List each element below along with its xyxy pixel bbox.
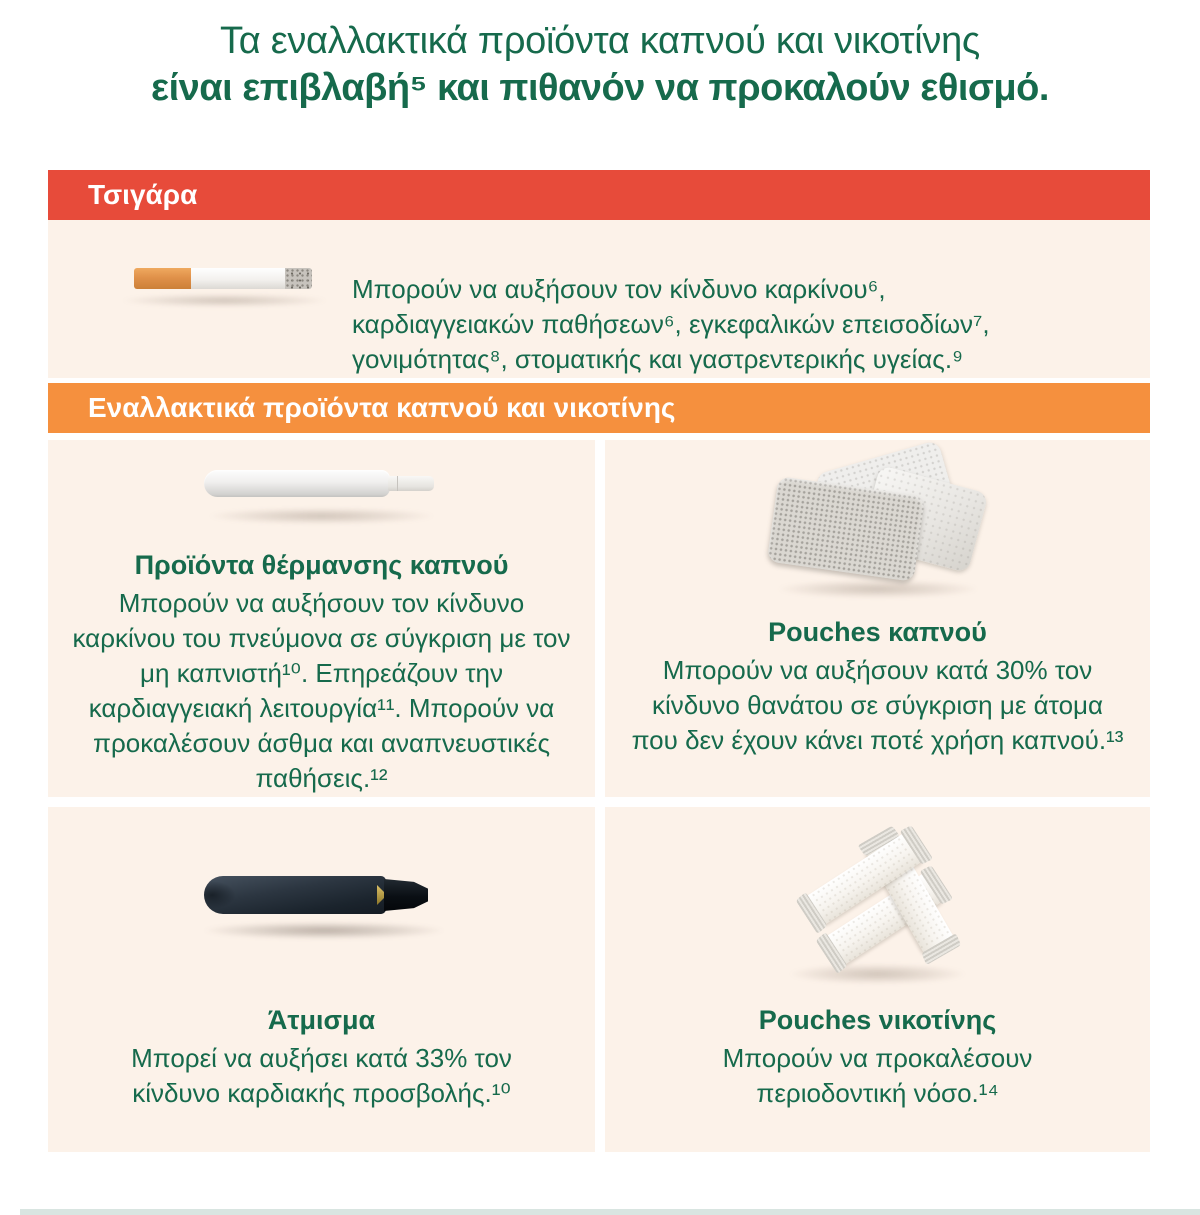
footer-strip <box>20 1209 1200 1215</box>
card-tobacco-pouches <box>605 440 1150 797</box>
card-nicotine-pouches <box>605 807 1150 1152</box>
alternatives-banner: Εναλλακτικά προϊόντα καπνού και νικοτίνης <box>48 383 1150 433</box>
vape-device-image <box>204 866 439 946</box>
page-title <box>0 18 1200 112</box>
page-title-line1: Τα εναλλακτικά προϊόντα καπνού και νικοτίνης <box>220 20 980 62</box>
heated-tobacco-stick <box>388 476 434 491</box>
cigarettes-banner: Τσιγάρα <box>48 170 1150 220</box>
vape-body <box>204 876 386 914</box>
card-heated-tobacco <box>48 440 595 797</box>
heated-tobacco-shadow <box>209 508 434 524</box>
tobacco-pouches-shadow <box>778 580 978 598</box>
nicotine-pouches-image <box>798 826 958 986</box>
cigarette-rod <box>134 268 312 289</box>
vape-shadow <box>204 922 444 939</box>
card-body-heated-tobacco: Μπορούν να αυξήσουν τον κίνδυνο καρκίνου του πνεύμονα σε σύγκριση με τον μη καπνιστή¹⁰. Επηρεάζουν την καρδιαγγειακή λειτουργία¹¹. Μπορούν να προκαλέσουν άσθμα και αναπνευστικές παθήσεις.¹² <box>72 588 571 793</box>
card-title-heated-tobacco: Προϊόντα θέρμανσης καπνού <box>134 550 509 580</box>
cigarettes-section <box>48 220 1150 378</box>
card-image-area <box>48 440 595 550</box>
card-body-tobacco-pouches: Μπορούν να αυξήσουν κατά 30% τον κίνδυνο θανάτου σε σύγκριση με άτομα που δεν έχουν κάνει ποτέ χρήση καπνού.¹³ <box>631 655 1124 755</box>
vape-mouthpiece <box>384 879 428 911</box>
cigarettes-body-text: Μπορούν να αυξήσουν τον κίνδυνο καρκίνου⁶, καρδιαγγειακών παθήσεων⁶, εγκεφαλικών επεισοδίων⁷, γονιμότητας⁸, στοματικής και γαστρεντερικής υγείας.⁹ <box>352 274 990 374</box>
cigarette-paper <box>191 268 285 289</box>
card-title-nicotine-pouches: Pouches νικοτίνης <box>758 1005 997 1035</box>
cigarette-filter <box>134 268 191 289</box>
card-body-vaping: Μπορεί να αυξήσει κατά 33% τον κίνδυνο καρδιακής προσβολής.¹⁰ <box>131 1043 512 1108</box>
cigarette-ash-tip <box>285 268 312 289</box>
card-title-vaping: Άτμισμα <box>267 1005 376 1035</box>
card-image-area <box>605 807 1150 1005</box>
card-title-tobacco-pouches: Pouches καπνού <box>768 617 987 647</box>
tobacco-pouches-image <box>770 454 985 604</box>
heated-tobacco-device-image <box>204 456 439 534</box>
card-vaping <box>48 807 595 1152</box>
nicotine-pouches-shadow <box>790 964 965 984</box>
card-image-area <box>605 440 1150 617</box>
card-image-area <box>48 807 595 1005</box>
page-title-line2: είναι επιβλαβή⁵ και πιθανόν να προκαλούν εθισμό. <box>151 67 1049 109</box>
card-body-nicotine-pouches: Μπορούν να προκαλέσουν περιοδοντική νόσο.¹⁴ <box>722 1043 1033 1108</box>
cigarette-image <box>128 258 328 318</box>
cigarette-shadow <box>122 294 327 307</box>
heated-tobacco-body <box>204 470 390 497</box>
